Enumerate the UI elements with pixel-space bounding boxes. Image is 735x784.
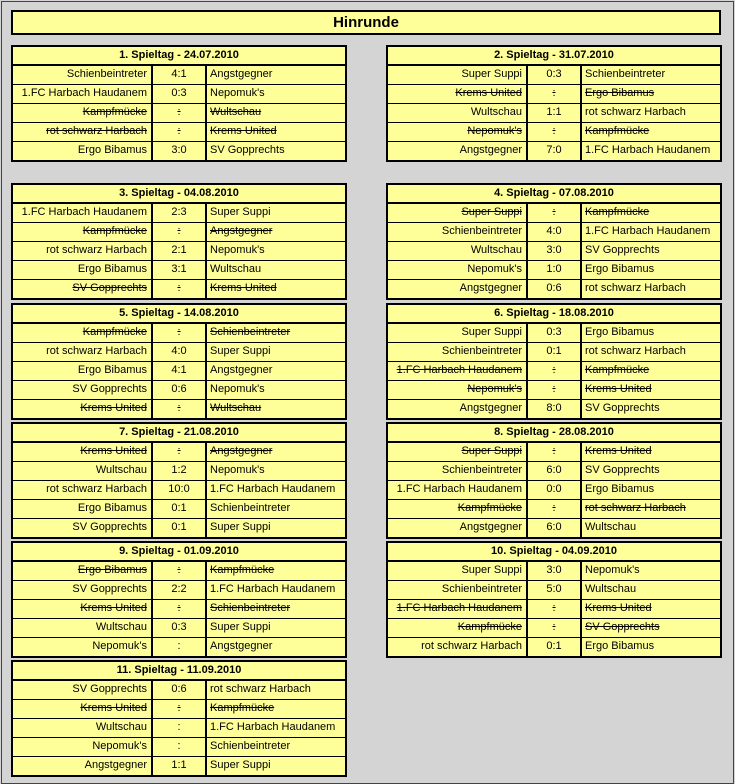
match-row (13, 66, 345, 84)
round-block (386, 541, 722, 658)
home-team: Krems United (455, 87, 522, 99)
home-team: Super Suppi (461, 68, 522, 80)
home-team: Schienbeintreter (441, 464, 522, 476)
match-score: : (177, 326, 181, 338)
match-row (388, 518, 720, 537)
match-score: 4:0 (171, 345, 187, 357)
match-row (388, 637, 720, 656)
home-team: Kampfmücke (457, 621, 522, 633)
round-block (11, 422, 347, 539)
home-team: Schienbeintreter (66, 68, 147, 80)
away-team: Krems United (585, 383, 652, 395)
round-block (11, 183, 347, 300)
home-team: 1.FC Harbach Haudanem (396, 483, 522, 495)
match-score: 2:2 (171, 583, 187, 595)
away-team: Kampfmücke (585, 206, 650, 218)
round-header: 10. Spieltag - 04.09.2010 (388, 543, 720, 562)
round-header: 2. Spieltag - 31.07.2010 (388, 47, 720, 66)
match-score: : (552, 125, 556, 137)
home-team: Super Suppi (461, 564, 522, 576)
match-row (13, 122, 345, 141)
home-team: Kampfmücke (82, 106, 147, 118)
away-team: Wultschau (210, 402, 262, 414)
match-score: 0:1 (546, 640, 562, 652)
match-score: : (552, 621, 556, 633)
match-row (13, 737, 345, 756)
away-team: SV Gopprechts (585, 244, 660, 256)
home-team: Ergo Bibamus (77, 144, 147, 156)
match-score: 6:0 (546, 464, 562, 476)
away-team: Wultschau (585, 583, 637, 595)
home-team: rot schwarz Harbach (421, 640, 522, 652)
match-row (388, 279, 720, 298)
match-row (13, 204, 345, 222)
match-row (13, 718, 345, 737)
match-row (388, 443, 720, 461)
away-team: Schienbeintreter (210, 502, 291, 514)
match-row (388, 399, 720, 418)
home-team: Schienbeintreter (441, 225, 522, 237)
away-team: Ergo Bibamus (585, 483, 655, 495)
round-header: 5. Spieltag - 14.08.2010 (13, 305, 345, 324)
match-score: : (177, 106, 181, 118)
home-team: Krems United (80, 402, 147, 414)
home-team: Schienbeintreter (441, 345, 522, 357)
match-score: : (177, 282, 181, 294)
home-team: SV Gopprechts (72, 383, 147, 395)
home-team: Kampfmücke (82, 326, 147, 338)
match-row (13, 461, 345, 480)
match-score: 10:0 (168, 483, 190, 495)
match-score: : (177, 225, 181, 237)
away-team: SV Gopprechts (585, 621, 660, 633)
match-row (13, 361, 345, 380)
home-team: Super Suppi (461, 326, 522, 338)
away-team: 1.FC Harbach Haudanem (210, 583, 336, 595)
home-team: Krems United (80, 445, 147, 457)
round-header: 1. Spieltag - 24.07.2010 (13, 47, 345, 66)
match-score: : (177, 721, 181, 733)
match-row (388, 241, 720, 260)
match-score: 0:3 (546, 68, 562, 80)
match-row (388, 324, 720, 342)
match-score: 5:0 (546, 583, 562, 595)
match-score: : (552, 87, 556, 99)
away-team: Krems United (585, 602, 652, 614)
match-score: 4:0 (546, 225, 562, 237)
match-score: 3:0 (546, 564, 562, 576)
round-block (386, 303, 722, 420)
home-team: Ergo Bibamus (77, 263, 147, 275)
match-score: 0:1 (171, 502, 187, 514)
away-team: Super Suppi (210, 521, 271, 533)
match-score: 0:6 (171, 683, 187, 695)
away-team: Angstgegner (210, 445, 273, 457)
match-score: 1:1 (171, 759, 187, 771)
match-row (388, 84, 720, 103)
match-row (13, 380, 345, 399)
match-row (388, 480, 720, 499)
home-team: SV Gopprechts (72, 583, 147, 595)
home-team: Kampfmücke (82, 225, 147, 237)
home-team: Ergo Bibamus (77, 364, 147, 376)
match-row (388, 380, 720, 399)
round-block (11, 541, 347, 658)
home-team: SV Gopprechts (72, 683, 147, 695)
match-row (13, 84, 345, 103)
match-score: 4:1 (171, 68, 187, 80)
round-block (386, 45, 722, 162)
away-team: Nepomuk's (585, 564, 640, 576)
home-team: 1.FC Harbach Haudanem (396, 364, 522, 376)
home-team: Angstgegner (459, 402, 522, 414)
match-row (13, 562, 345, 580)
match-row (13, 681, 345, 699)
home-team: Wultschau (95, 464, 147, 476)
away-team: Kampfmücke (210, 564, 275, 576)
match-row (13, 141, 345, 160)
round-header: 9. Spieltag - 01.09.2010 (13, 543, 345, 562)
home-team: 1.FC Harbach Haudanem (396, 602, 522, 614)
home-team: Nepomuk's (467, 383, 522, 395)
round-header: 7. Spieltag - 21.08.2010 (13, 424, 345, 443)
away-team: Nepomuk's (210, 383, 265, 395)
match-row (388, 204, 720, 222)
home-team: 1.FC Harbach Haudanem (21, 87, 147, 99)
match-row (13, 580, 345, 599)
round-header: 4. Spieltag - 07.08.2010 (388, 185, 720, 204)
round-header: 11. Spieltag - 11.09.2010 (13, 662, 345, 681)
round-block (386, 183, 722, 300)
home-team: Angstgegner (84, 759, 147, 771)
away-team: SV Gopprechts (585, 464, 660, 476)
match-score: : (552, 383, 556, 395)
match-score: : (552, 445, 556, 457)
home-team: SV Gopprechts (72, 521, 147, 533)
away-team: Schienbeintreter (585, 68, 666, 80)
away-team: Angstgegner (210, 640, 273, 652)
away-team: Ergo Bibamus (585, 263, 655, 275)
match-score: 2:3 (171, 206, 187, 218)
match-score: 0:1 (171, 521, 187, 533)
home-team: Krems United (80, 702, 147, 714)
away-team: Nepomuk's (210, 87, 265, 99)
match-row (388, 562, 720, 580)
match-score: : (177, 740, 181, 752)
match-row (13, 443, 345, 461)
home-team: rot schwarz Harbach (46, 244, 147, 256)
match-score: 1:0 (546, 263, 562, 275)
match-score: 0:3 (171, 621, 187, 633)
match-score: 0:6 (546, 282, 562, 294)
away-team: 1.FC Harbach Haudanem (585, 225, 711, 237)
match-score: 3:0 (171, 144, 187, 156)
match-row (388, 580, 720, 599)
match-row (388, 361, 720, 380)
home-team: Wultschau (95, 621, 147, 633)
home-team: Ergo Bibamus (77, 502, 147, 514)
away-team: Nepomuk's (210, 244, 265, 256)
match-score: : (177, 640, 181, 652)
away-team: Schienbeintreter (210, 326, 291, 338)
home-team: rot schwarz Harbach (46, 345, 147, 357)
home-team: Wultschau (470, 106, 522, 118)
away-team: rot schwarz Harbach (585, 282, 686, 294)
match-score: 2:1 (171, 244, 187, 256)
home-team: Angstgegner (459, 144, 522, 156)
away-team: Krems United (210, 125, 277, 137)
match-row (388, 461, 720, 480)
away-team: Angstgegner (210, 68, 273, 80)
round-header: 8. Spieltag - 28.08.2010 (388, 424, 720, 443)
away-team: Angstgegner (210, 364, 273, 376)
home-team: Wultschau (95, 721, 147, 733)
match-row (388, 141, 720, 160)
match-row (13, 103, 345, 122)
away-team: Super Suppi (210, 206, 271, 218)
away-team: Super Suppi (210, 621, 271, 633)
match-row (388, 66, 720, 84)
match-row (388, 122, 720, 141)
home-team: Angstgegner (459, 282, 522, 294)
match-row (13, 222, 345, 241)
away-team: SV Gopprechts (585, 402, 660, 414)
page-title: Hinrunde (11, 10, 721, 35)
away-team: Kampfmücke (585, 364, 650, 376)
match-row (388, 260, 720, 279)
match-score: 1:1 (546, 106, 562, 118)
home-team: Krems United (80, 602, 147, 614)
match-score: : (177, 564, 181, 576)
away-team: Krems United (210, 282, 277, 294)
away-team: Schienbeintreter (210, 602, 291, 614)
round-block (11, 45, 347, 162)
match-score: : (552, 364, 556, 376)
round-block (386, 422, 722, 539)
match-score: : (552, 502, 556, 514)
home-team: Kampfmücke (457, 502, 522, 514)
away-team: Kampfmücke (585, 125, 650, 137)
match-score: 0:3 (546, 326, 562, 338)
home-team: Nepomuk's (467, 263, 522, 275)
away-team: Nepomuk's (210, 464, 265, 476)
home-team: Super Suppi (461, 206, 522, 218)
home-team: Nepomuk's (92, 740, 147, 752)
match-score: 1:2 (171, 464, 187, 476)
match-score: 4:1 (171, 364, 187, 376)
match-row (13, 599, 345, 618)
match-score: : (177, 702, 181, 714)
match-score: : (177, 445, 181, 457)
away-team: Ergo Bibamus (585, 326, 655, 338)
away-team: Wultschau (210, 263, 262, 275)
match-row (13, 699, 345, 718)
away-team: Wultschau (210, 106, 262, 118)
away-team: Super Suppi (210, 759, 271, 771)
home-team: Super Suppi (461, 445, 522, 457)
match-score: 0:1 (546, 345, 562, 357)
match-score: 0:6 (171, 383, 187, 395)
home-team: Ergo Bibamus (77, 564, 147, 576)
away-team: Angstgegner (210, 225, 273, 237)
home-team: rot schwarz Harbach (46, 483, 147, 495)
round-block (11, 660, 347, 777)
match-score: : (552, 602, 556, 614)
match-row (13, 241, 345, 260)
home-team: Angstgegner (459, 521, 522, 533)
match-row (13, 279, 345, 298)
away-team: Ergo Bibamus (585, 87, 655, 99)
match-row (13, 399, 345, 418)
match-score: : (177, 402, 181, 414)
match-row (13, 499, 345, 518)
round-header: 6. Spieltag - 18.08.2010 (388, 305, 720, 324)
away-team: SV Gopprechts (210, 144, 285, 156)
match-score: 7:0 (546, 144, 562, 156)
match-row (388, 499, 720, 518)
away-team: Wultschau (585, 521, 637, 533)
match-row (13, 518, 345, 537)
match-score: 0:3 (171, 87, 187, 99)
match-row (388, 599, 720, 618)
match-row (388, 618, 720, 637)
match-row (13, 480, 345, 499)
home-team: Nepomuk's (467, 125, 522, 137)
match-score: : (177, 602, 181, 614)
match-row (13, 618, 345, 637)
home-team: Schienbeintreter (441, 583, 522, 595)
home-team: Nepomuk's (92, 640, 147, 652)
match-row (13, 324, 345, 342)
match-row (13, 260, 345, 279)
match-row (13, 756, 345, 775)
match-row (388, 222, 720, 241)
away-team: rot schwarz Harbach (585, 502, 686, 514)
match-score: 3:1 (171, 263, 187, 275)
away-team: Kampfmücke (210, 702, 275, 714)
match-score: 0:0 (546, 483, 562, 495)
match-score: 6:0 (546, 521, 562, 533)
match-row (13, 637, 345, 656)
away-team: 1.FC Harbach Haudanem (210, 721, 336, 733)
home-team: SV Gopprechts (72, 282, 147, 294)
away-team: rot schwarz Harbach (210, 683, 311, 695)
match-score: 8:0 (546, 402, 562, 414)
away-team: Ergo Bibamus (585, 640, 655, 652)
match-row (13, 342, 345, 361)
home-team: Wultschau (470, 244, 522, 256)
match-score: : (177, 125, 181, 137)
match-score: 3:0 (546, 244, 562, 256)
home-team: rot schwarz Harbach (46, 125, 147, 137)
match-score: : (552, 206, 556, 218)
away-team: Super Suppi (210, 345, 271, 357)
match-row (388, 342, 720, 361)
away-team: 1.FC Harbach Haudanem (585, 144, 711, 156)
away-team: Schienbeintreter (210, 740, 291, 752)
match-row (388, 103, 720, 122)
away-team: rot schwarz Harbach (585, 106, 686, 118)
round-block (11, 303, 347, 420)
away-team: 1.FC Harbach Haudanem (210, 483, 336, 495)
round-header: 3. Spieltag - 04.08.2010 (13, 185, 345, 204)
away-team: Krems United (585, 445, 652, 457)
away-team: rot schwarz Harbach (585, 345, 686, 357)
home-team: 1.FC Harbach Haudanem (21, 206, 147, 218)
